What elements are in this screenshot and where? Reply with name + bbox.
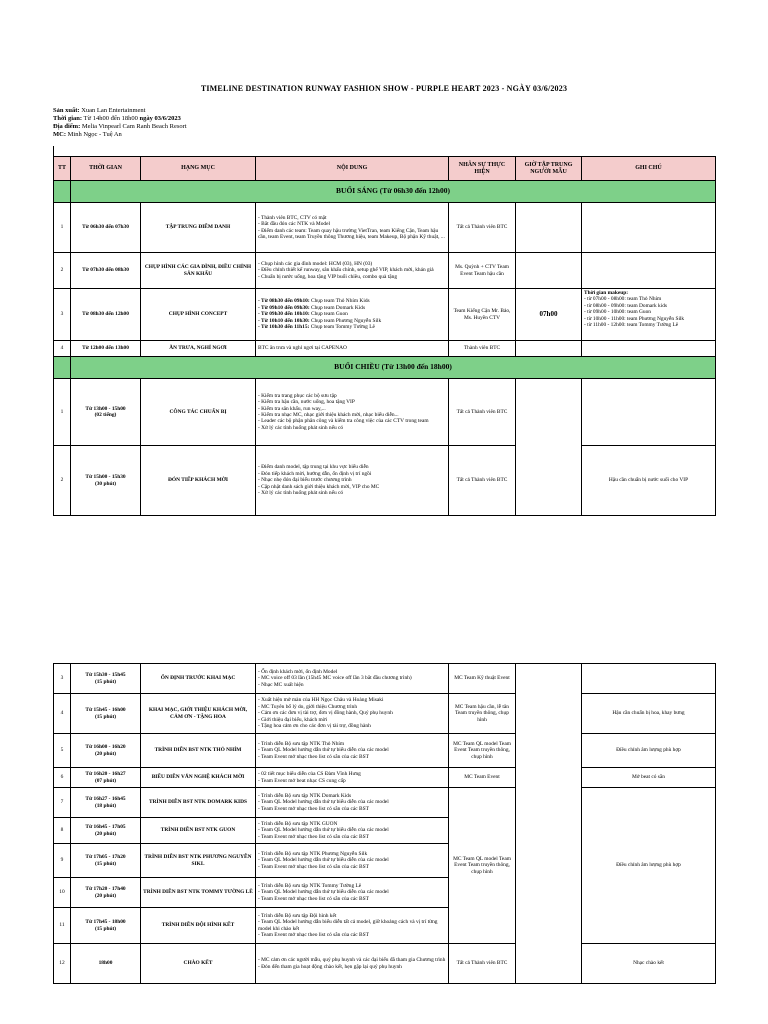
note-cell: [582, 664, 716, 694]
morning-section-label: BUỔI SÁNG (Từ 06h30 đến 12h00): [71, 181, 716, 203]
time-cell: Từ 17h20 - 17h40 (20 phút): [71, 878, 141, 908]
content-cell: [256, 289, 449, 341]
content-cell: [256, 768, 449, 788]
table-row: [54, 694, 716, 734]
time-cell: Từ 16h27 - 16h45 (18 phút): [71, 788, 141, 818]
content-line: - Xử lý các tình huống phát sinh nếu có: [258, 424, 344, 431]
content-line: - Team Event mở nhạc theo list có sẵn của các BST: [258, 863, 369, 870]
staff-cell: Team Kiếng Cận Mr. Bảo, Ms. Huyền CTV: [449, 289, 516, 341]
afternoon-section-label: BUỔI CHIỀU (Từ 13h00 đến 18h00): [71, 357, 716, 379]
content-cell: [256, 694, 449, 734]
content-line: - Từ 09h10 đến 09h30: Chụp team Domark Kids: [258, 304, 366, 311]
time-cell: Từ 16h45 - 17h05 (20 phút): [71, 818, 141, 844]
row-number: 9: [54, 844, 71, 878]
item-cell: ĐÓN TIẾP KHÁCH MỜI: [141, 446, 256, 516]
content-line: - Team Event mở nhạc theo list có sẵn của các BST: [258, 931, 369, 938]
item-cell: TRÌNH DIỄN BST NTK THỎ NHÍM: [141, 734, 256, 768]
table-row: [54, 664, 716, 694]
note-cell: Thời gian makeup: - từ 07h00 - 08h00: team Thỏ Nhím - từ 08h00 - 09h00: team Domark kids - từ 09h00 - 10h00: team Guon - từ 10h00 - 11h00: team Phương Nguyễn Silk - từ 11h00 - 12h00: team Tommy Tường Lê: [582, 289, 716, 341]
note-cell: [582, 253, 716, 289]
row-number: 3: [54, 664, 71, 694]
rehearsal-cell: [516, 341, 582, 357]
header-item: HẠNG MỤC: [141, 157, 256, 181]
header-row: [54, 157, 716, 181]
content-line: - Cảm ơn các đơn vị tài trợ, đơn vị đồng hành, Quý phụ huynh: [258, 710, 393, 717]
content-cell: [256, 446, 449, 516]
content-line: - MC cảm ơn các người mẫu, quý phụ huynh và các đại biểu đã tham gia Chương trình: [258, 957, 446, 964]
row-number: 4: [54, 341, 71, 357]
note-cell: Hậu cần chuẩn bị nước suối cho VIP: [582, 446, 716, 516]
content-cell: [256, 844, 449, 878]
rehearsal-cell: [516, 379, 582, 516]
item-cell: CHỤP HÌNH CONCEPT: [141, 289, 256, 341]
mc-line: MC: Minh Ngọc - Tuệ An: [53, 131, 122, 138]
content-line: - Team QL Model hướng dẫn thứ tự biểu diễn của các model: [258, 747, 389, 754]
note-cell: [582, 379, 716, 446]
content-cell: [256, 341, 449, 357]
row-number: 6: [54, 768, 71, 788]
content-line: - Kiểm tra sân khấu, run way,...: [258, 405, 326, 412]
content-line: - Kiểm tra hậu cần, nước uống, hoa tặng VIP: [258, 399, 355, 406]
item-cell: TRÌNH DIỄN ĐỘI HÌNH KẾT: [141, 908, 256, 944]
content-line: - Kiểm tra nhạc MC, nhạc giới thiệu khách mời, nhạc biểu diễn...: [258, 412, 399, 418]
header-time: THỜI GIAN: [71, 157, 141, 181]
row-number: 4: [54, 694, 71, 734]
staff-cell: MC Team QL model Team Event Team truyền thông, chụp hình: [449, 734, 516, 768]
content-line: - Team QL Model hướng dẫn thứ tự biểu diễn của các model: [258, 857, 389, 864]
content-line: - Từ 10h10 đến 10h30: Chụp team Phương Nguyễn Silk: [258, 317, 382, 324]
content-cell: [256, 379, 449, 446]
timeline-table-page-2: [53, 663, 716, 984]
item-cell: CHỤP HÌNH CÁC GIA ĐÌNH, ĐIỀU CHỈNH SÂN KHẤU: [141, 253, 256, 289]
content-line: - Xuất hiện mở màn của HH Ngọc Châu và Hoàng Misaki: [258, 697, 384, 704]
item-cell: TRÌNH DIỄN BST NTK PHƯƠNG NGUYỄN SIKL: [141, 844, 256, 878]
content-line: - Team Event mở nhạc theo list có sẵn của các BST: [258, 753, 369, 760]
content-line: - Cập nhật danh sách giới thiệu khách mời, VIP cho MC: [258, 483, 380, 490]
table-row: [54, 341, 716, 357]
staff-cell: Tất cả Thành viên BTC: [449, 944, 516, 984]
content-cell: [256, 664, 449, 694]
content-line: - Điểm danh model, tập trung tại khu vực biểu diễn: [258, 464, 369, 471]
rehearsal-cell: 07h00: [516, 289, 582, 341]
content-line: - Chụp hình các gia đình model: HCM (03), HN (03): [258, 260, 373, 267]
content-line: - Leader các bộ phận phân công và kiểm tra công việc của các CTV trong team: [258, 418, 429, 425]
content-line: - Tặng hoa cảm ơn cho các đơn vị tài trợ, đồng hành: [258, 723, 371, 730]
time-cell: Từ 07h30 đến 08h30: [71, 253, 141, 289]
item-cell: ĂN TRƯA, NGHỈ NGƠI: [141, 341, 256, 357]
time-cell: Từ 16h00 - 16h20 (20 phút): [71, 734, 141, 768]
content-line: - Ổn định khách mời, ổn định Model: [258, 668, 338, 675]
row-number: 8: [54, 818, 71, 844]
content-cell: [256, 944, 449, 984]
staff-cell: MC Team Event: [449, 768, 516, 788]
header-note: GHI CHÚ: [582, 157, 716, 181]
content-line: - MC voice off 03 lần (15h45 MC voice off lần 3 bắt đầu chương trình): [258, 675, 412, 682]
rehearsal-cell: [516, 664, 582, 984]
header-staff: NHÂN SỰ THỰC HIỆN: [449, 157, 516, 181]
item-cell: BIỂU DIỄN VĂN NGHỆ KHÁCH MỜI: [141, 768, 256, 788]
content-line: - Trình diễn Bộ sưu tập Đội hình kết: [258, 912, 337, 919]
item-cell: KHAI MẠC, GIỚI THIỆU KHÁCH MỜI, CẢM ƠN - TẶNG HOA: [141, 694, 256, 734]
afternoon-section-row: [54, 357, 716, 379]
content-line: - Điểm danh các team: Team quay hậu trường VietTran, team Kiếng Cận, Team hậu cần, team Event, team Truyền thông Thương hiệu, team Makeup, Bộ phận Kỹ thuật, ...: [258, 227, 445, 240]
content-line: - Nhạc MC xuất hiện: [258, 681, 304, 688]
item-cell: CÔNG TÁC CHUẨN BỊ: [141, 379, 256, 446]
time-cell: Từ 15h45 - 16h00 (15 phút): [71, 694, 141, 734]
content-line: - 02 tiết mục biểu diễn của CS Đàm Vĩnh Hưng: [258, 771, 361, 778]
table-row: [54, 788, 716, 818]
timeline-table-page-1: [53, 156, 716, 516]
content-line: - Team QL Model hướng dẫn biểu diễn tất cả model, giữ khoảng cách và vị trí từng model khi chào kết: [258, 919, 438, 932]
staff-cell: MC Team hậu cần, lễ tân Team truyền thông, chụp hình: [449, 694, 516, 734]
content-line: - Team Event mở nhạc theo list có sẵn của các BST: [258, 895, 369, 902]
time-cell: Từ 15h30 - 15h45 (15 phút): [71, 664, 141, 694]
table-row: [54, 944, 716, 984]
content-line: - Team Event mở beat nhạc CS cung cấp: [258, 777, 346, 784]
row-number: 3: [54, 289, 71, 341]
table-row: [54, 734, 716, 768]
content-line: - Thành viên BTC, CTV có mặt: [258, 214, 327, 221]
row-number: 11: [54, 908, 71, 944]
note-cell: [582, 341, 716, 357]
header-tt: TT: [54, 157, 71, 181]
content-line: - MC Tuyên bố lý do, giới thiệu Chương trình: [258, 703, 358, 710]
content-line: - Trình diễn Bộ sưu tập NTK Tommy Tường Lê: [258, 882, 362, 889]
header-content: NỘI DUNG: [256, 157, 449, 181]
table-row: [54, 289, 716, 341]
venue-line: Địa điểm: Melia Vinpearl Cam Ranh Beach Resort: [53, 123, 187, 130]
content-line: - Team Event mở nhạc theo list có sẵn của các BST: [258, 805, 369, 812]
item-cell: TRÌNH DIỄN BST NTK DOMARK KIDS: [141, 788, 256, 818]
time-cell: Từ 13h00 - 15h00 (02 tiếng): [71, 379, 141, 446]
note-cell: Hậu cần chuẩn bị hoa, khay bưng: [582, 694, 716, 734]
rehearsal-cell: [516, 203, 582, 253]
content-line: - Đón đến tham gia hoạt động chào kết, hẹn gặp lại quý phụ huynh: [258, 963, 402, 970]
note-cell: [582, 203, 716, 253]
row-number: 5: [54, 734, 71, 768]
content-line: - Team Event mở nhạc theo list có sẵn của các BST: [258, 833, 369, 840]
table-row: [54, 203, 716, 253]
row-number: 1: [54, 203, 71, 253]
content-cell: [256, 818, 449, 844]
time-cell: Từ 16h20 - 16h27 (07 phút): [71, 768, 141, 788]
content-line: - Từ 08h30 đến 09h10: Chụp team Thỏ Nhím Kids: [258, 298, 370, 305]
time-cell: Từ 17h45 - 18h00 (15 phút): [71, 908, 141, 944]
note-cell: Mở beat có sẵn: [582, 768, 716, 788]
time-cell: Từ 12h00 đến 13h00: [71, 341, 141, 357]
header-rehearsal: GIỜ TẬP TRUNG NGƯỜI MẪU: [516, 157, 582, 181]
producer-line: Sản xuất: Xuan Lan Entertainment: [53, 107, 146, 114]
content-line: - Nhạc nhẹ đón đại biểu trước chương trình: [258, 477, 352, 484]
content-cell: [256, 734, 449, 768]
morning-section-row: [54, 181, 716, 203]
row-number: 2: [54, 446, 71, 516]
content-line: - Kiểm tra trang phục các bộ sưu tập: [258, 392, 337, 399]
content-cell: [256, 908, 449, 944]
item-cell: TRÌNH DIỄN BST NTK TOMMY TƯỜNG LÊ: [141, 878, 256, 908]
item-cell: TRÌNH DIỄN BST NTK GUON: [141, 818, 256, 844]
item-cell: TẬP TRUNG ĐIỂM DANH: [141, 203, 256, 253]
note-cell: Điều chỉnh âm lượng phù hợp: [582, 734, 716, 768]
row-number: 1: [54, 379, 71, 446]
content-line: - Đón tiếp khách mời, hướng dẫn, ổn định vị trí ngồi: [258, 470, 372, 477]
document-meta: [53, 107, 187, 139]
time-line: Thời gian: Từ 14h00 đến 18h00 ngày 03/6/2023: [53, 115, 181, 122]
content-line: - Team QL Model hướng dẫn thứ tự biểu diễn của các model: [258, 827, 389, 834]
staff-cell: Tất cả Thành viên BTC: [449, 203, 516, 253]
content-line: - Trình diễn Bộ sưu tập NTK Domark Kids: [258, 792, 352, 799]
table-row: [54, 768, 716, 788]
time-cell: 18h00: [71, 944, 141, 984]
content-line: - Trình diễn Bộ sưu tập NTK Thỏ Nhím: [258, 740, 345, 747]
table-row: [54, 379, 716, 446]
table-row: [54, 253, 716, 289]
content-line: - Team QL Model hướng dẫn thứ tự biểu diễn của các model: [258, 889, 389, 896]
staff-cell: MC Team QL model Team Event Team truyền thông, chụp hình: [449, 788, 516, 944]
content-line: - Từ 10h30 đến 11h15: Chụp team Tommy Tường Lê: [258, 324, 375, 331]
time-cell: Từ 15h00 - 15h30 (30 phút): [71, 446, 141, 516]
content-line: - Bắt đầu đón các NTK và Model: [258, 221, 331, 228]
table-row: [54, 446, 716, 516]
staff-cell: Ms. Quỳnh + CTV Team Event Team hậu cần: [449, 253, 516, 289]
staff-cell: Thành viên BTC: [449, 341, 516, 357]
staff-cell: Tất cả Thành viên BTC: [449, 446, 516, 516]
content-cell: [256, 253, 449, 289]
cursor-line: [53, 146, 54, 156]
content-line: - Trình diễn Bộ sưu tập NTK Phương Nguyễn Silk: [258, 850, 368, 857]
note-cell: Điều chỉnh âm lượng phù hợp: [582, 788, 716, 944]
content-cell: [256, 203, 449, 253]
content-line: - Giới thiệu đại biểu, khách mời: [258, 716, 328, 723]
time-cell: Từ 08h30 đến 12h00: [71, 289, 141, 341]
document-title: TIMELINE DESTINATION RUNWAY FASHION SHOW - PURPLE HEART 2023 - NGÀY 03/6/2023: [200, 84, 568, 93]
staff-cell: Tất cả Thành viên BTC: [449, 379, 516, 446]
item-cell: ỔN ĐỊNH TRƯỚC KHAI MẠC: [141, 664, 256, 694]
row-number: 7: [54, 788, 71, 818]
time-cell: Từ 17h05 - 17h20 (15 phút): [71, 844, 141, 878]
rehearsal-cell: [516, 253, 582, 289]
content-line: - Team QL Model hướng dẫn thứ tự biểu diễn của các model: [258, 799, 389, 806]
time-cell: Từ 06h30 đến 07h30: [71, 203, 141, 253]
row-number: 12: [54, 944, 71, 984]
content-line: - Trình diễn Bộ sưu tập NTK GUON: [258, 820, 338, 827]
row-number: 10: [54, 878, 71, 908]
content-cell: [256, 878, 449, 908]
content-line: - Từ 09h30 đến 10h10: Chụp team Guon: [258, 311, 348, 318]
content-line: - Điều chỉnh thiết kế runway, sân khấu chính, setup ghế VIP, khách mời, khán giả: [258, 267, 434, 274]
content-line: BTC ăn trưa và nghỉ ngơi tại CAPENAO: [258, 345, 347, 352]
note-cell: Nhạc chào kết: [582, 944, 716, 984]
staff-cell: MC Team Kỹ thuật Event: [449, 664, 516, 694]
item-cell: CHÀO KẾT: [141, 944, 256, 984]
content-cell: [256, 788, 449, 818]
content-line: - Xử lý các tình huống phát sinh nếu có: [258, 490, 344, 497]
row-number: 2: [54, 253, 71, 289]
content-line: - Chuẩn bị nước uống, hoa tặng VIP buổi chiều, combo quà tặng: [258, 273, 398, 280]
